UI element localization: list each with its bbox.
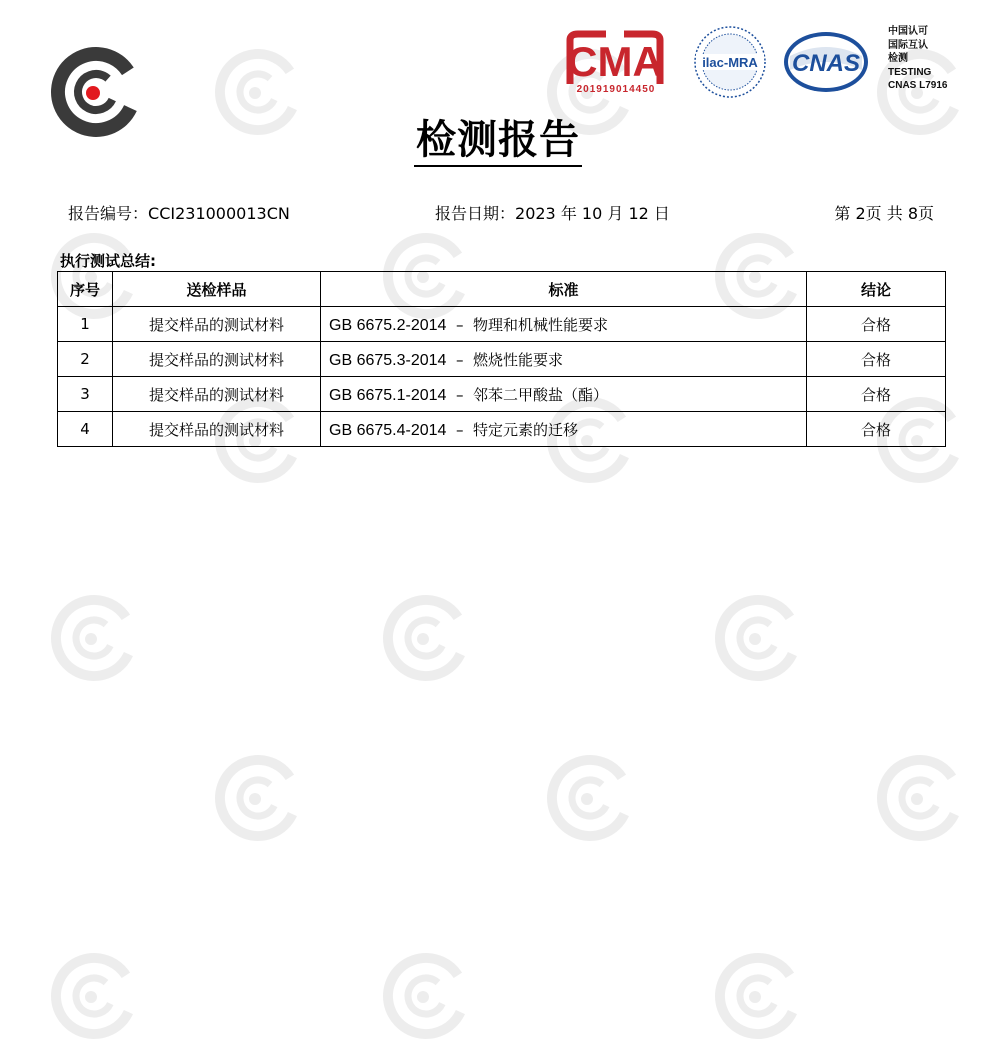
standard-name: 燃烧性能要求 (473, 350, 564, 369)
standard-name: 物理和机械性能要求 (473, 315, 609, 334)
table-row (58, 342, 946, 377)
row-standard: GB 6675.1-2014 – 邻苯二甲酸盐（酯） (321, 377, 807, 412)
row-sample: 提交样品的测试材料 (113, 412, 321, 447)
row-sample: 提交样品的测试材料 (113, 342, 321, 377)
standard-code: GB 6675.1-2014 (329, 386, 447, 404)
summary-label: 执行测试总结: (60, 252, 156, 270)
svg-text:ilac-MRA: ilac-MRA (702, 55, 758, 70)
results-table (57, 271, 946, 447)
table-row (58, 412, 946, 447)
report-date (435, 201, 670, 224)
report-number-value: CCI231000013CN (148, 204, 290, 223)
table-row (58, 307, 946, 342)
report-date-label: 报告日期： (435, 204, 516, 223)
ilac-mra-logo (692, 24, 768, 100)
standard-name: 特定元素的迁移 (473, 420, 579, 439)
mra-line: 检测 (888, 53, 908, 64)
watermark-icon (48, 592, 140, 684)
row-standard: GB 6675.2-2014 – 物理和机械性能要求 (321, 307, 807, 342)
mra-line: TESTING (888, 66, 932, 78)
row-sample: 提交样品的测试材料 (113, 377, 321, 412)
watermark-icon (874, 752, 966, 844)
report-number-label: 报告编号： (68, 204, 149, 223)
mra-line: CNAS L7916 (888, 80, 948, 91)
svg-text:CMA: CMA (567, 38, 663, 85)
svg-text:CNAS: CNAS (791, 50, 861, 77)
document-title: 检测报告 (414, 116, 582, 167)
header-no: 序号 (58, 272, 113, 307)
watermark-icon (380, 950, 472, 1042)
row-no: 2 (58, 342, 113, 377)
mra-line: 中国认可 (888, 26, 928, 37)
watermark-icon (212, 752, 304, 844)
standard-code: GB 6675.2-2014 (329, 316, 447, 334)
report-number (68, 201, 290, 224)
watermark-icon (48, 950, 140, 1042)
watermark-icon (712, 950, 804, 1042)
standard-code: GB 6675.3-2014 (329, 351, 447, 369)
row-standard: GB 6675.3-2014 – 燃烧性能要求 (321, 342, 807, 377)
row-standard: GB 6675.4-2014 – 特定元素的迁移 (321, 412, 807, 447)
row-no: 1 (58, 307, 113, 342)
table-header-row (58, 272, 946, 307)
row-sample: 提交样品的测试材料 (113, 307, 321, 342)
watermark-icon (380, 592, 472, 684)
table-row (58, 377, 946, 412)
watermark-icon (712, 592, 804, 684)
cnas-logo (782, 30, 870, 94)
header-sample: 送检样品 (113, 272, 321, 307)
row-no: 4 (58, 412, 113, 447)
header-result: 结论 (807, 272, 946, 307)
row-result: 合格 (807, 307, 946, 342)
report-date-value: 2023 年 10 月 12 日 (515, 204, 670, 223)
row-no: 3 (58, 377, 113, 412)
mra-statement (888, 25, 947, 93)
watermark-icon (544, 752, 636, 844)
standard-name: 邻苯二甲酸盐（酯） (473, 385, 609, 404)
page-info: 第 2页 共 8页 (834, 204, 934, 223)
row-result: 合格 (807, 377, 946, 412)
standard-code: GB 6675.4-2014 (329, 421, 447, 439)
row-result: 合格 (807, 342, 946, 377)
document-title-wrap (0, 108, 996, 165)
mra-line: 国际互认 (888, 39, 928, 51)
row-result: 合格 (807, 412, 946, 447)
cma-number: 201919014450 (576, 84, 656, 95)
header-standard: 标准 (321, 272, 807, 307)
